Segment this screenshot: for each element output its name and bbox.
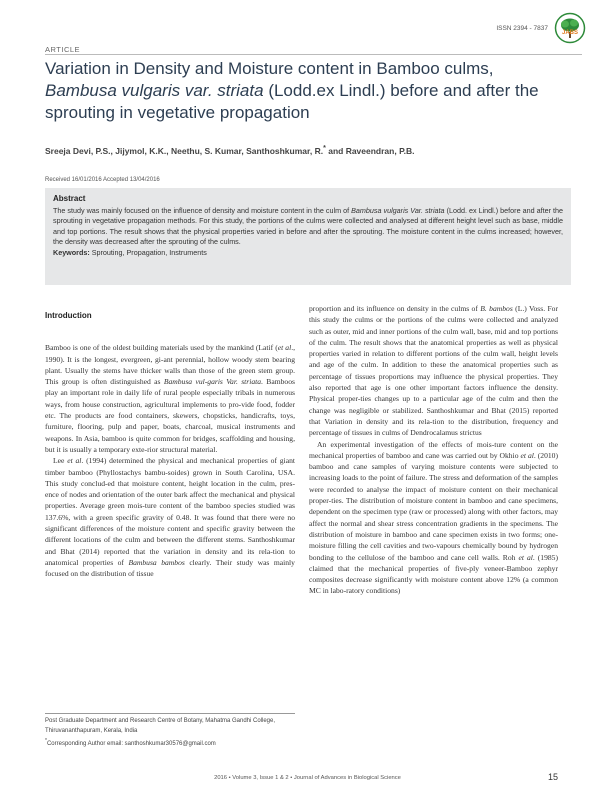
corresponding-email: Corresponding Author email: santhoshkumar30576@gmail.com bbox=[46, 740, 216, 747]
paper-title bbox=[45, 58, 565, 124]
keywords-label: Keywords: bbox=[53, 247, 90, 257]
intro-paragraph-2 bbox=[45, 455, 295, 579]
abstract-box bbox=[45, 188, 571, 285]
text-run: . (1985) claimed that the mechanical properties of five-ply veneer-Bamboo zephyr composites decrease significantly with moisture content above 12% (a common MC in labo-ratory conditions) bbox=[309, 552, 558, 596]
page-number: 15 bbox=[547, 772, 558, 782]
text-run: . (2010) bamboo and cane samples of varying moisture contents were subjected to increasing loads to the point of failure. The stress and deformation of the samples were recorded to analyse the impact of moisture content on their mechanical proper-ties. The distribution of moisture content in bamboo and cane specimens, dependent on the specimen type (raw or processed) along with other factors, may affect the normal and shear stress concentration gradients in the specimens. The distribution of moisture in bamboo and cane specimen exists in two forms; one- moisture filling the cell cavities and two-vapours chemically bound by hydrogen bonding to the cellulose of the bamboo and cane cell walls. Roh bbox=[309, 450, 558, 562]
et-al: et al bbox=[520, 450, 534, 460]
authors-text: Sreeja Devi, P.S., Jijymol, K.K., Neethu, S. Kumar, Santhoshkumar, R. bbox=[45, 145, 324, 156]
text-run: Lee bbox=[53, 456, 65, 466]
text-run: clearly. Their study was mainly focused on the distribution of tissue bbox=[45, 557, 295, 579]
header-divider bbox=[45, 54, 582, 55]
text-run: Bamboo is one of the oldest building materials used by the mankind (Latif bbox=[45, 343, 274, 353]
page-footer: 2016 • Volume 3, Issue 1 & 2 • Journal of Advances in Biological Science bbox=[214, 775, 401, 781]
footnotes bbox=[45, 717, 295, 749]
title-part-2: (Lodd.ex Lindl.) before and after the sprouting in vegetative propagation bbox=[45, 81, 539, 122]
abstract-text-1: The study was mainly focused on the influence of density and moisture content in the culm of bbox=[53, 206, 350, 215]
text-run: ., 1990). It is the longest, evergreen, gi-ant perennial, hollow woody stem bearing plant. Usually the stems have thicker walls than those of the green stem group. This group is often distinguished as bbox=[45, 343, 295, 387]
species-name: Bambusa vul-garis Var. striata bbox=[163, 377, 262, 387]
footnote-mark: * bbox=[45, 737, 47, 744]
species-name: Bambusa bambos bbox=[128, 557, 185, 567]
journal-logo bbox=[554, 12, 586, 44]
title-species: Bambusa vulgaris var. striata bbox=[45, 81, 264, 100]
intro-paragraph-1: Bamboo is one of the oldest building materials used by the mankind (Latif (et al., 1990). It is the longest, evergreen, gi-ant perennial, hollow woody stem bearing plant. Usually the stems have thicker walls than those of the green stem group. This group is often distinguished as Bambusa vul-garis Var. striata. Bamboos play an important role in daily life of rural people especially tribals in numerous ways, from house construction, agricultural implements to pro-vide food, fodder etc. The products are food containers, skewers, chopsticks, handicrafts, toys, furniture, flooring, pulp and paper, boats, charcoal, musical instruments and weapons. In Asia, bamboo is quite common for bridges, scaffolding and housing, but it is usually a temporary exte-rior structural material. bbox=[45, 343, 295, 454]
text-run: proportion and its influence on density in the culms of bbox=[309, 304, 478, 313]
introduction-heading: Introduction bbox=[45, 311, 92, 320]
title-part-1: Variation in Density and Moisture content in Bamboo culms, bbox=[45, 59, 494, 78]
abstract-text-2: (Lodd. ex Lindl.) before and after the sprouting in vegetative propagation methods. For this study, the portions of the culms were collected and analysed at different height level such as base, middle and top portions. The result shows that the physical properties varied in before and after the sprouting. The moisture content in the culms increased; however, the density was decreased after the sprouting of the culms. bbox=[53, 206, 563, 247]
corresponding-note bbox=[45, 737, 295, 750]
abstract-body bbox=[53, 206, 563, 258]
authors-last: and Raveendran, P.B. bbox=[328, 145, 415, 156]
left-column bbox=[45, 310, 295, 580]
logo-text: JABS bbox=[561, 30, 579, 36]
abstract-species: Bambusa vulgaris Var. striata bbox=[351, 206, 445, 215]
author-list bbox=[45, 144, 565, 156]
text-run: An experimental investigation of the effects of mois-ture content on the mechanical properties of bamboo and cane was carried out by Okhio bbox=[309, 439, 558, 460]
right-paragraph-2 bbox=[309, 439, 558, 597]
text-run: . (1994) determined the physical and mechanical properties of giant timber bamboo (Phyllostachys bambu-soides) grown in South Carolina, USA. This study conclud-ed that moisture content, height location in the culm, pres-ence of nodes and orientation of the outer bark affect the mechanical and physical properties. Average green mois-ture content of the bamboo species studied was 137.6%, with a green specific gravity of 0.48. It was found that there were no significant differences of the moisture content and specific gravity between the different locations of the culm and between the different stems. Santhoshkumar and Bhat (2014) reported that the variation in density and its rela-tion to anatomical properties of bbox=[45, 456, 295, 567]
text-run: (L.) Voss. For this study the culms or the portions of the culms were collected and analyzed such as outer, mid and inner portions of the culm wall, base, mid and top portions of the culm. The result shows that the anatomical properties as well as physical properties varied in relation to different portions of the culm wall, height levels and age of the culm. In addition to these the anatomical properties such as percentage of tissues proportions may influence the physical properties. They also reported that age is one other important factors influence the density. Physical proper-ties changes up to a particular age of the culm and then the change was negligible or stabilized. Santhoshkumar and Bhat (2015) reported that Variation in density and its rela-tion to the distribution, frequency and percentage of tissues in culms of Dendrocalamus strictus bbox=[309, 304, 559, 438]
received-accepted-dates: Received 16/01/2016 Accepted 13/04/2016 bbox=[45, 177, 160, 183]
text-run: . Bamboos play an important role in daily life of rural people especially tribals in numerous ways, from house construction, agricultural implements to pro-vide food, fodder etc. The products are food containers, skewers, chopsticks, handicrafts, toys, furniture, flooring, pulp and paper, boats, charcoal, musical instruments and weapons. In Asia, bamboo is quite common for bridges, scaffolding and housing, but it is usually a temporary exte-rior structural material. bbox=[45, 377, 295, 454]
et-al: et al bbox=[67, 456, 82, 466]
issn-label: ISSN 2394 - 7837 bbox=[496, 25, 548, 32]
corresponding-author-mark: * bbox=[323, 144, 326, 152]
right-column bbox=[309, 303, 558, 597]
right-paragraph-1 bbox=[309, 303, 558, 439]
et-al: et al bbox=[277, 343, 292, 353]
et-al: et al bbox=[518, 552, 533, 562]
affiliation-note: Post Graduate Department and Research Centre of Botany, Mahatma Gandhi College, Thiruvananthapuram, Kerala, India bbox=[45, 718, 276, 734]
abstract-heading: Abstract bbox=[53, 194, 86, 203]
keywords: Sprouting, Propagation, Instruments bbox=[91, 247, 207, 257]
footnote-divider bbox=[45, 713, 295, 714]
species-name: B. bambos bbox=[480, 304, 513, 313]
article-type-label: ARTICLE bbox=[45, 45, 81, 54]
